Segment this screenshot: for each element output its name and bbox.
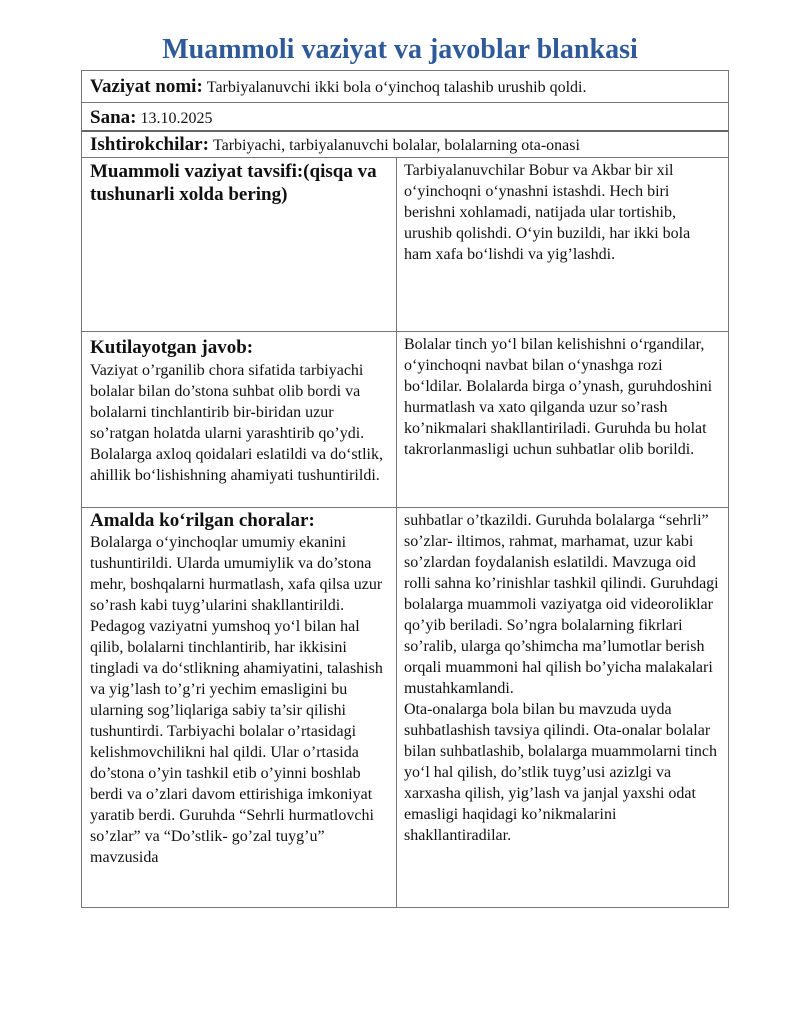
actions-left-text: Bolalarga o‘yinchoqlar umumiy ekanini tushuntirildi. Ularda umumiylik va do’stona mehr, boshqalarni hurmatlash, xafa qilsa uzur so’rash kabi tuyg’ularini shakllantirildi. Pedagog vaziyatni yumshoq yo‘l bilan hal qilib, bolalarni tinchlantirib, har ikkisini tingladi va do‘stlikning ahamiyatini, talashish va yig’lash to’g’ri yechim emasligini bu ularning sog’liqlariga sabiy ta’sir qilishi tushuntirdi. Tarbiyachi bolalar o’rtasidagi kelishmovchilikni hal qildi. Ular o’rtasida do’stona o’yin tashkil etib o’yinni boshlab berdi va o’zlari davom ettirishiga imkoniyat yaratib berdi. Guruhda “Sehrli hurmatlovchi so’zlar” va “Do’stlik- go’zal tuyg’u” mavzusida	[90, 534, 383, 866]
date-label: Sana:	[90, 107, 137, 128]
situation-name-value: Tarbiyalanuvchi ikki bola o‘yinchoq talashib urushib qoldi.	[206, 79, 587, 96]
participants-value: Tarbiyachi, tarbiyalanuvchi bolalar, bolalarning ota-onasi	[212, 137, 580, 154]
row-situation-name	[81, 70, 729, 103]
situation-name-label: Vaziyat nomi:	[90, 76, 203, 97]
expected-answer-right-text: Bolalar tinch yo‘l bilan kelishishni o‘rgandilar, o‘yinchoqni navbat bilan o‘ynashga rozi bo‘ldilar. Bolalarda birga o’ynash, guruhdoshini hurmatlash va xato qilganda uzur so’rash ko’nikmalari shakllantiriladi. Guruhda bu holat takrorlanmasligi uchun suhbatlar olib borildi.	[404, 336, 713, 458]
row-actions-taken	[81, 508, 729, 908]
situation-table	[81, 70, 729, 908]
row-date	[81, 103, 729, 132]
actions-right-text-2: Ota-onalarga bola bilan bu mavzuda uyda suhbatlashish tavsiya qilindi. Ota-onalar bolalar bilan suhbatlashib, bolalarga muammolarni tinch yo‘l hal qilish, do’stlik tuyg’usi azizlgi va xarxasha qilish, yig’lash va janjal yaxshi odat emasligi haqidagi ko’nikmalarini shakllantiradilar.	[404, 701, 717, 844]
expected-answer-left-text: Vaziyat o’rganilib chora sifatida tarbiyachi bolalar bilan do’stona suhbat olib bordi va bolalarni tinchlantirib bir-biridan uzur so’ratgan holatda ularni yarashtirib qo’ydi. Bolalarga axloq qoidalari eslatildi va do‘stlik, ahillik bo‘lishishning ahamiyati tushuntirildi.	[90, 362, 383, 484]
page-title: Muammoli vaziyat va javoblar blankasi	[162, 34, 638, 65]
actions-left-cell	[82, 508, 397, 907]
expected-answer-left-cell	[82, 332, 397, 507]
row-description	[81, 158, 729, 332]
expected-answer-label: Kutilayotgan javob:	[90, 337, 254, 358]
participants-label: Ishtirokchilar:	[90, 134, 209, 155]
row-participants	[81, 132, 729, 158]
actions-right-cell	[397, 508, 728, 907]
date-value: 13.10.2025	[140, 110, 213, 127]
description-text: Tarbiyalanuvchilar Bobur va Akbar bir xil o‘yinchoqni o‘ynashni istashdi. Hech biri berishni xohlamadi, natijada ular tortishib, urushib qolishdi. O‘yin buzildi, har ikki bola ham xafa bo‘lishdi va yig’lashdi.	[404, 162, 691, 263]
actions-right-text-1: suhbatlar o’tkazildi. Guruhda bolalarga “sehrli” so’zlar- iltimos, rahmat, marhamat, uzur kabi so’zlardan foydalanish eslatildi. Mavzuga oid rolli sahna ko’rinishlar tashkil qilindi. Guruhdagi bolalarga muammoli vaziyatga oid videoroliklar qo’yib beriladi. So’ngra bolalarning fikrlari so’ralib, ularga qo’shimcha ma’lumotlar berish orqali muammoni hal qilish bo’yicha malakalari mustahkamlandi.	[404, 512, 719, 697]
row-expected-answer	[81, 332, 729, 508]
description-label: Muammoli vaziyat tavsifi:(qisqa va tushunarli xolda bering)	[90, 161, 377, 205]
actions-label: Amalda ko‘rilgan choralar:	[90, 510, 315, 531]
description-label-cell	[82, 158, 397, 331]
